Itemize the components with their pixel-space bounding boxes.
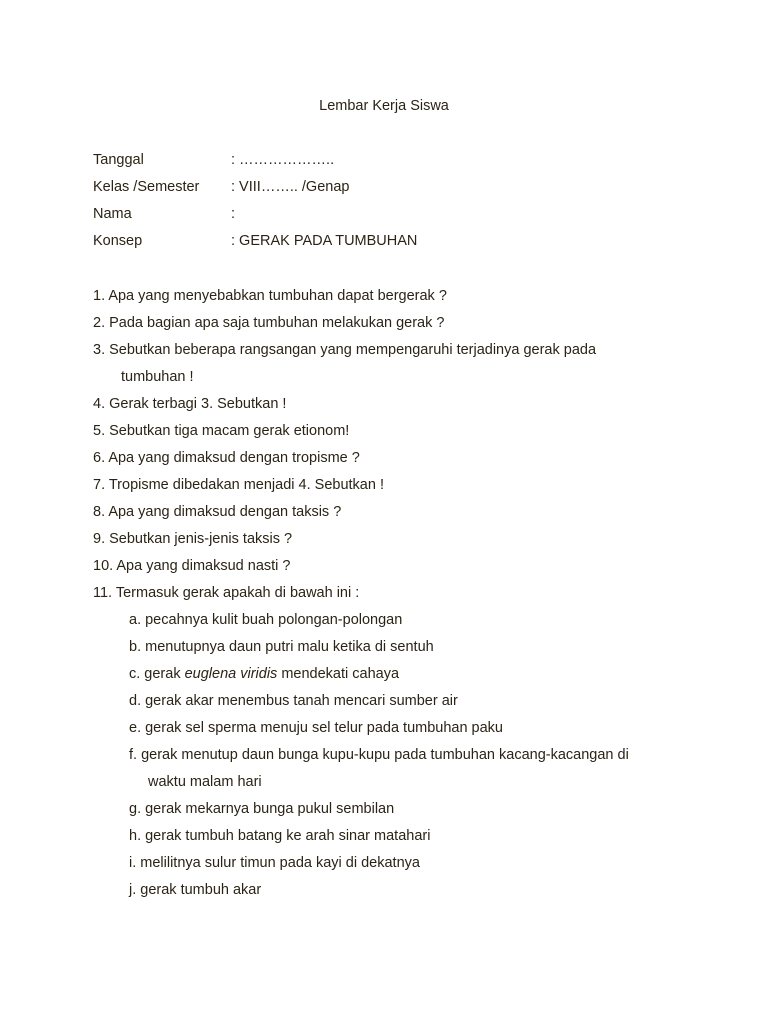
- header-label: Konsep: [93, 233, 143, 249]
- header-value: :: [231, 206, 236, 222]
- sub-item-h: h. gerak tumbuh batang ke arah sinar matahari: [129, 828, 431, 844]
- sub-item-c-suffix: mendekati cahaya: [277, 666, 400, 682]
- sub-item-c-species: euglena viridis: [184, 666, 278, 682]
- header-label: Kelas /Semester: [93, 179, 200, 195]
- page-title: Lembar Kerja Siswa: [319, 98, 449, 114]
- header-row-kelas: [93, 177, 349, 197]
- header-value: : VIII…….. /Genap: [231, 179, 350, 195]
- question-11: 11. Termasuk gerak apakah di bawah ini :: [93, 585, 360, 601]
- question-5: 5. Sebutkan tiga macam gerak etionom!: [93, 423, 350, 439]
- sub-item-f-continued: waktu malam hari: [148, 774, 262, 790]
- sub-item-b: b. menutupnya daun putri malu ketika di sentuh: [129, 639, 434, 655]
- sub-item-j: j. gerak tumbuh akar: [129, 882, 262, 898]
- question-2: 2. Pada bagian apa saja tumbuhan melakukan gerak ?: [93, 315, 445, 331]
- sub-item-d: d. gerak akar menembus tanah mencari sumber air: [129, 693, 458, 709]
- question-10: 10. Apa yang dimaksud nasti ?: [93, 558, 291, 574]
- question-6: 6. Apa yang dimaksud dengan tropisme ?: [93, 450, 360, 466]
- question-7: 7. Tropisme dibedakan menjadi 4. Sebutkan !: [93, 477, 384, 493]
- header-label: Tanggal: [93, 152, 144, 168]
- sub-item-i: i. melilitnya sulur timun pada kayi di dekatnya: [129, 855, 420, 871]
- sub-item-c: [129, 664, 399, 684]
- header-label: Nama: [93, 206, 132, 222]
- header-row-tanggal: [93, 150, 334, 170]
- question-4: 4. Gerak terbagi 3. Sebutkan !: [93, 396, 287, 412]
- question-9: 9. Sebutkan jenis-jenis taksis ?: [93, 531, 293, 547]
- sub-item-g: g. gerak mekarnya bunga pukul sembilan: [129, 801, 395, 817]
- header-value: : ………………..: [231, 152, 335, 168]
- header-row-konsep: [93, 231, 417, 251]
- question-1: 1. Apa yang menyebabkan tumbuhan dapat bergerak ?: [93, 288, 447, 304]
- header-value: : GERAK PADA TUMBUHAN: [231, 233, 418, 249]
- question-8: 8. Apa yang dimaksud dengan taksis ?: [93, 504, 342, 520]
- sub-item-f: f. gerak menutup daun bunga kupu-kupu pada tumbuhan kacang-kacangan di: [129, 747, 629, 763]
- sub-item-a: a. pecahnya kulit buah polongan-polongan: [129, 612, 403, 628]
- header-row-nama: [93, 204, 235, 224]
- question-3: 3. Sebutkan beberapa rangsangan yang mempengaruhi terjadinya gerak pada: [93, 342, 597, 358]
- question-3-continued: tumbuhan !: [121, 369, 194, 385]
- sub-item-e: e. gerak sel sperma menuju sel telur pada tumbuhan paku: [129, 720, 503, 736]
- sub-item-c-prefix: c. gerak: [129, 666, 185, 682]
